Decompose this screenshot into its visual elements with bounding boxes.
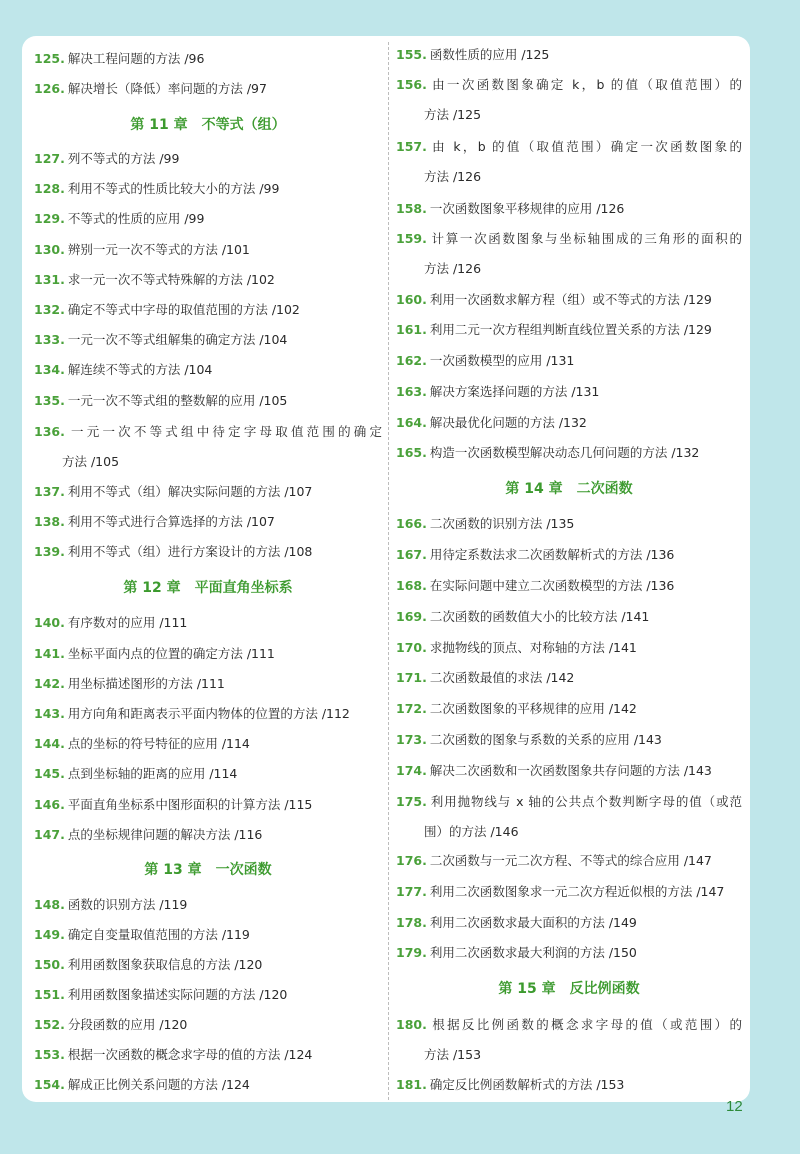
- toc-entry-number: 134.: [34, 362, 65, 377]
- toc-entry[interactable]: [396, 633, 742, 663]
- toc-entry-title: 二次函数的函数值大小的比较方法 /141: [429, 609, 650, 624]
- toc-entry[interactable]: [396, 40, 742, 70]
- toc-entry-title: 解决二次函数和一次函数图象共存问题的方法 /143: [429, 763, 712, 778]
- toc-entry-number: 127.: [34, 151, 65, 166]
- toc-entry-title: 一元一次不等式组解集的确定方法 /104: [67, 332, 288, 347]
- toc-entry-number: 161.: [396, 322, 427, 337]
- toc-entry[interactable]: [396, 540, 742, 570]
- toc-entry-number: 174.: [396, 763, 427, 778]
- toc-entry-number: 180.: [396, 1017, 427, 1032]
- toc-entry-title: 辨别一元一次不等式的方法 /101: [67, 242, 250, 257]
- toc-entry-line: [396, 787, 742, 817]
- toc-entry-title: 解决工程问题的方法 /96: [67, 51, 205, 66]
- toc-entry-continuation: 方法 /153: [424, 1047, 482, 1062]
- toc-entry[interactable]: [34, 820, 382, 850]
- toc-entry[interactable]: [34, 144, 382, 174]
- chapter-heading: 第 13 章 一次函数: [144, 862, 272, 878]
- toc-entry-number: 130.: [34, 242, 65, 257]
- toc-entry[interactable]: [34, 1040, 382, 1070]
- toc-entry-number: 144.: [34, 736, 65, 751]
- toc-entry[interactable]: [34, 477, 382, 507]
- toc-entry-title: 由一次函数图象确定 k，b 的值（取值范围）的: [429, 77, 742, 92]
- toc-entry[interactable]: [396, 571, 742, 601]
- toc-entry-number: 136.: [34, 424, 65, 439]
- toc-entry-title: 利用函数图象描述实际问题的方法 /120: [67, 987, 288, 1002]
- toc-entry-title: 解连续不等式的方法 /104: [67, 362, 213, 377]
- toc-entry-title: 确定反比例函数解析式的方法 /153: [429, 1077, 625, 1092]
- toc-entry[interactable]: [34, 669, 382, 699]
- toc-entry-number: 165.: [396, 445, 427, 460]
- toc-entry-title: 解决最优化问题的方法 /132: [429, 415, 587, 430]
- toc-entry-title: 不等式的性质的应用 /99: [67, 211, 205, 226]
- toc-entry[interactable]: [34, 759, 382, 789]
- toc-entry-continuation: 方法 /126: [424, 261, 482, 276]
- toc-entry[interactable]: [396, 846, 742, 876]
- toc-entry-title: 根据反比例函数的概念求字母的值（或范围）的: [429, 1017, 742, 1032]
- toc-entry-title: 利用抛物线与 x 轴的公共点个数判断字母的值（或范: [429, 794, 742, 809]
- toc-entry-number: 157.: [396, 139, 427, 154]
- toc-entry-number: 162.: [396, 353, 427, 368]
- toc-entry[interactable]: [396, 725, 742, 755]
- toc-entry[interactable]: [396, 908, 742, 938]
- toc-entry-title: 列不等式的方法 /99: [67, 151, 180, 166]
- toc-entry-title: 解决方案选择问题的方法 /131: [429, 384, 600, 399]
- toc-entry-title: 用坐标描述图形的方法 /111: [67, 676, 225, 691]
- toc-entry-title: 利用函数图象获取信息的方法 /120: [67, 957, 263, 972]
- toc-entry-continuation: 方法 /105: [62, 454, 120, 469]
- toc-entry[interactable]: [396, 1010, 742, 1070]
- toc-entry-line: [396, 70, 742, 100]
- toc-entry-number: 151.: [34, 987, 65, 1002]
- toc-entry[interactable]: [34, 1010, 382, 1040]
- toc-entry-title: 解成正比例关系问题的方法 /124: [67, 1077, 250, 1092]
- toc-entry-title: 点到坐标轴的距离的应用 /114: [67, 766, 238, 781]
- toc-entry[interactable]: [34, 729, 382, 759]
- toc-entry-number: 146.: [34, 797, 65, 812]
- toc-entry-title: 分段函数的应用 /120: [67, 1017, 188, 1032]
- toc-entry-title: 利用二次函数图象求一元二次方程近似根的方法 /147: [429, 884, 725, 899]
- toc-entry[interactable]: [34, 1070, 382, 1100]
- toc-entry-number: 138.: [34, 514, 65, 529]
- toc-entry-title: 二次函数图象的平移规律的应用 /142: [429, 701, 637, 716]
- toc-entry-number: 141.: [34, 646, 65, 661]
- toc-entry[interactable]: [396, 1070, 742, 1100]
- toc-entry-number: 135.: [34, 393, 65, 408]
- toc-entry-number: 139.: [34, 544, 65, 559]
- toc-entry-title: 解决增长（降低）率问题的方法 /97: [67, 81, 267, 96]
- column-divider: [388, 42, 389, 1100]
- toc-entry-title: 函数性质的应用 /125: [429, 47, 550, 62]
- toc-entry-title: 点的坐标规律问题的解决方法 /116: [67, 827, 263, 842]
- toc-entry-title: 由 k，b 的值（取值范围）确定一次函数图象的: [429, 139, 742, 154]
- toc-entry-title: 二次函数与一元二次方程、不等式的综合应用 /147: [429, 853, 712, 868]
- toc-entry-number: 159.: [396, 231, 427, 246]
- toc-entry-number: 147.: [34, 827, 65, 842]
- toc-entry-title: 二次函数最值的求法 /142: [429, 670, 575, 685]
- toc-entry[interactable]: [396, 224, 742, 284]
- toc-entry-title: 坐标平面内点的位置的确定方法 /111: [67, 646, 275, 661]
- toc-entry[interactable]: [396, 408, 742, 438]
- toc-entry[interactable]: [34, 980, 382, 1010]
- toc-entry[interactable]: [396, 694, 742, 724]
- toc-page: [22, 36, 750, 1102]
- toc-entry[interactable]: [396, 787, 742, 847]
- chapter-heading: 第 11 章 不等式（组）: [130, 117, 286, 133]
- toc-entry[interactable]: [34, 639, 382, 669]
- toc-entry-title: 确定自变量取值范围的方法 /119: [67, 927, 250, 942]
- toc-entry-number: 149.: [34, 927, 65, 942]
- toc-entry[interactable]: [396, 377, 742, 407]
- toc-entry-number: 167.: [396, 547, 427, 562]
- toc-entry[interactable]: [396, 70, 742, 130]
- toc-entry[interactable]: [396, 346, 742, 376]
- page-number: 12: [726, 1098, 743, 1115]
- toc-entry-number: 140.: [34, 615, 65, 630]
- toc-entry-number: 173.: [396, 732, 427, 747]
- toc-entry-title: 二次函数的识别方法 /135: [429, 516, 575, 531]
- toc-entry-number: 160.: [396, 292, 427, 307]
- toc-entry-number: 129.: [34, 211, 65, 226]
- chapter-heading: 第 15 章 反比例函数: [498, 981, 640, 997]
- toc-entry-title: 计算一次函数图象与坐标轴围成的三角形的面积的: [429, 231, 742, 246]
- toc-entry[interactable]: [396, 509, 742, 539]
- toc-entry[interactable]: [34, 537, 382, 567]
- toc-entry-number: 155.: [396, 47, 427, 62]
- toc-entry-title: 一次函数图象平移规律的应用 /126: [429, 201, 625, 216]
- toc-entry-number: 176.: [396, 853, 427, 868]
- toc-entry-number: 163.: [396, 384, 427, 399]
- toc-entry[interactable]: [34, 507, 382, 537]
- toc-entry-number: 153.: [34, 1047, 65, 1062]
- toc-entry-title: 利用二次函数求最大利润的方法 /150: [429, 945, 637, 960]
- toc-entry-number: 169.: [396, 609, 427, 624]
- toc-entry-continuation: 围）的方法 /146: [424, 824, 519, 839]
- toc-entry-number: 170.: [396, 640, 427, 655]
- toc-entry-title: 一元一次不等式组中待定字母取值范围的确定: [67, 424, 382, 439]
- toc-entry[interactable]: [34, 417, 382, 477]
- toc-entry-title: 利用一次函数求解方程（组）或不等式的方法 /129: [429, 292, 712, 307]
- toc-entry[interactable]: [34, 44, 382, 74]
- toc-entry[interactable]: [396, 602, 742, 632]
- toc-entry-title: 确定不等式中字母的取值范围的方法 /102: [67, 302, 300, 317]
- toc-entry[interactable]: [34, 174, 382, 204]
- toc-entry-number: 132.: [34, 302, 65, 317]
- toc-entry[interactable]: [396, 194, 742, 224]
- toc-entry[interactable]: [396, 756, 742, 786]
- toc-entry[interactable]: [34, 265, 382, 295]
- toc-entry-number: 156.: [396, 77, 427, 92]
- toc-entry[interactable]: [34, 386, 382, 416]
- toc-entry[interactable]: [34, 204, 382, 234]
- toc-entry[interactable]: [34, 325, 382, 355]
- toc-entry-number: 137.: [34, 484, 65, 499]
- toc-entry[interactable]: [34, 235, 382, 265]
- toc-entry-number: 175.: [396, 794, 427, 809]
- toc-entry-continuation: 方法 /126: [424, 169, 482, 184]
- toc-entry-line: [34, 417, 382, 447]
- toc-entry-number: 148.: [34, 897, 65, 912]
- toc-entry-title: 根据一次函数的概念求字母的值的方法 /124: [67, 1047, 313, 1062]
- toc-entry-number: 172.: [396, 701, 427, 716]
- chapter-heading: 第 12 章 平面直角坐标系: [123, 580, 293, 596]
- toc-entry-number: 133.: [34, 332, 65, 347]
- toc-entry[interactable]: [34, 950, 382, 980]
- toc-entry[interactable]: [34, 890, 382, 920]
- toc-entry-title: 有序数对的应用 /111: [67, 615, 188, 630]
- toc-entry-title: 二次函数的图象与系数的关系的应用 /143: [429, 732, 662, 747]
- toc-entry-number: 166.: [396, 516, 427, 531]
- toc-entry-number: 152.: [34, 1017, 65, 1032]
- toc-entry[interactable]: [396, 663, 742, 693]
- toc-entry[interactable]: [396, 938, 742, 968]
- toc-entry-title: 平面直角坐标系中图形面积的计算方法 /115: [67, 797, 313, 812]
- toc-entry-number: 126.: [34, 81, 65, 96]
- toc-entry-number: 131.: [34, 272, 65, 287]
- toc-entry-continuation: 方法 /125: [424, 107, 482, 122]
- toc-entry-title: 求一元一次不等式特殊解的方法 /102: [67, 272, 275, 287]
- toc-entry-number: 171.: [396, 670, 427, 685]
- toc-entry[interactable]: [396, 877, 742, 907]
- toc-entry-number: 168.: [396, 578, 427, 593]
- toc-entry[interactable]: [34, 608, 382, 638]
- toc-entry-line: [396, 1010, 742, 1040]
- toc-entry-title: 利用不等式的性质比较大小的方法 /99: [67, 181, 280, 196]
- toc-entry[interactable]: [34, 790, 382, 820]
- toc-entry-title: 函数的识别方法 /119: [67, 897, 188, 912]
- toc-entry-title: 在实际问题中建立二次函数模型的方法 /136: [429, 578, 675, 593]
- toc-entry-number: 142.: [34, 676, 65, 691]
- toc-entry[interactable]: [34, 355, 382, 385]
- toc-entry[interactable]: [396, 132, 742, 192]
- toc-entry-title: 点的坐标的符号特征的应用 /114: [67, 736, 250, 751]
- toc-entry-title: 利用不等式（组）解决实际问题的方法 /107: [67, 484, 313, 499]
- toc-entry-line: [396, 224, 742, 254]
- toc-entry-title: 用方向角和距离表示平面内物体的位置的方法 /112: [67, 706, 350, 721]
- toc-entry-title: 利用二次函数求最大面积的方法 /149: [429, 915, 637, 930]
- toc-entry[interactable]: [34, 920, 382, 950]
- toc-entry[interactable]: [34, 74, 382, 104]
- toc-entry[interactable]: [34, 699, 382, 729]
- toc-entry-line: [396, 132, 742, 162]
- toc-entry[interactable]: [396, 285, 742, 315]
- toc-entry-number: 179.: [396, 945, 427, 960]
- toc-entry-number: 177.: [396, 884, 427, 899]
- toc-entry[interactable]: [396, 315, 742, 345]
- toc-entry-number: 150.: [34, 957, 65, 972]
- toc-entry-number: 128.: [34, 181, 65, 196]
- toc-entry-title: 求抛物线的顶点、对称轴的方法 /141: [429, 640, 637, 655]
- toc-entry-title: 一元一次不等式组的整数解的应用 /105: [67, 393, 288, 408]
- toc-entry-number: 178.: [396, 915, 427, 930]
- toc-entry-number: 125.: [34, 51, 65, 66]
- toc-entry-number: 145.: [34, 766, 65, 781]
- toc-entry-number: 143.: [34, 706, 65, 721]
- toc-entry-number: 164.: [396, 415, 427, 430]
- toc-entry-title: 一次函数模型的应用 /131: [429, 353, 575, 368]
- toc-entry-title: 用待定系数法求二次函数解析式的方法 /136: [429, 547, 675, 562]
- toc-entry-number: 158.: [396, 201, 427, 216]
- toc-entry-title: 利用不等式（组）进行方案设计的方法 /108: [67, 544, 313, 559]
- toc-entry[interactable]: [34, 295, 382, 325]
- toc-entry[interactable]: [396, 438, 742, 468]
- toc-entry-title: 构造一次函数模型解决动态几何问题的方法 /132: [429, 445, 700, 460]
- toc-entry-number: 154.: [34, 1077, 65, 1092]
- toc-entry-title: 利用不等式进行合算选择的方法 /107: [67, 514, 275, 529]
- chapter-heading: 第 14 章 二次函数: [505, 481, 633, 497]
- toc-entry-title: 利用二元一次方程组判断直线位置关系的方法 /129: [429, 322, 712, 337]
- toc-entry-number: 181.: [396, 1077, 427, 1092]
